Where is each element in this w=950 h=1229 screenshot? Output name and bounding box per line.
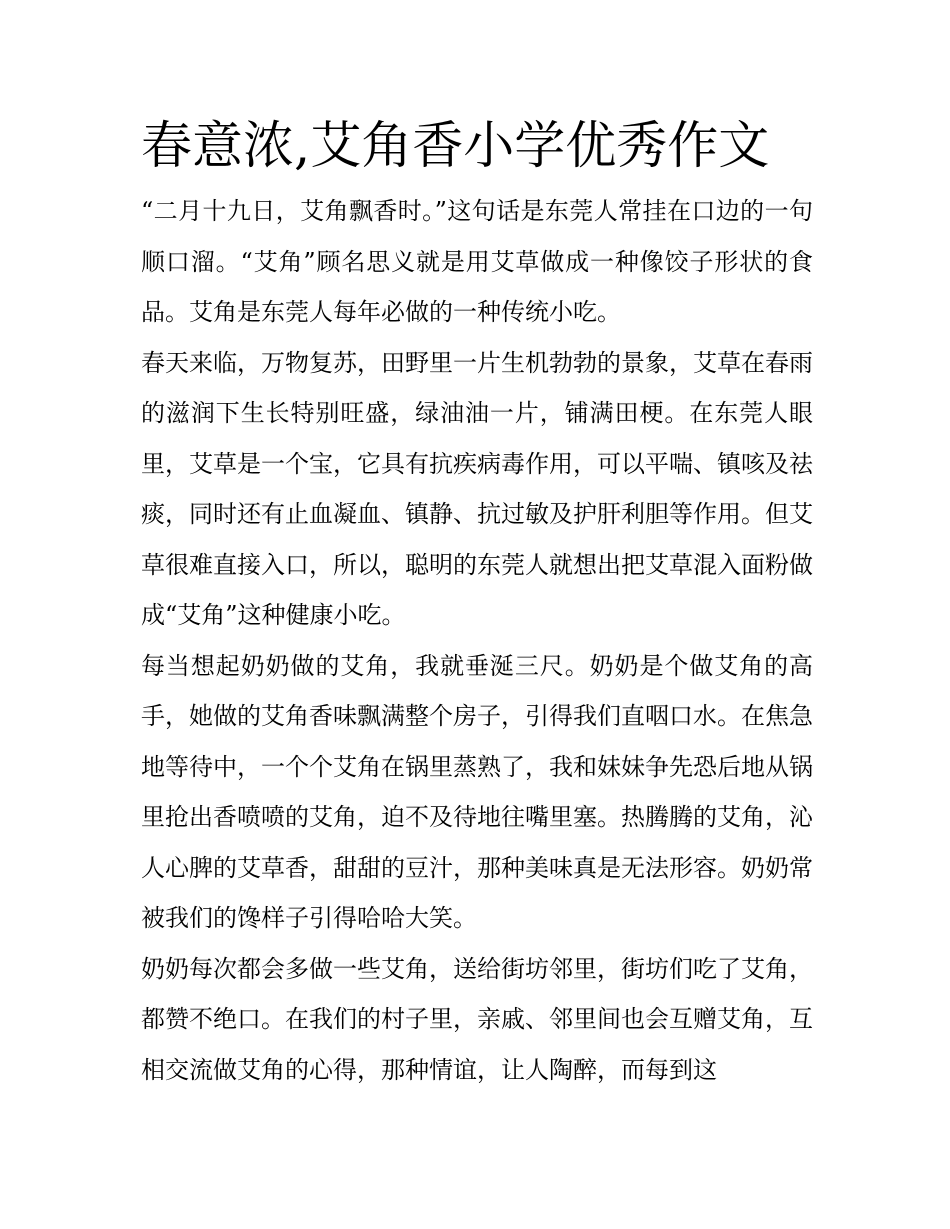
paragraph-3: 每当想起奶奶做的艾角，我就垂涎三尺。奶奶是个做艾角的高手，她做的艾角香味飘满整个房子，引得我们直咽口水。在焦急地等待中，一个个艾角在锅里蒸熟了，我和妹妹争先恐后地从锅里抢出香喷喷的艾角，迫不及待地往嘴里塞。热腾腾的艾角，沁人心脾的艾草香，甜甜的豆汁，那种美味真是无法形容。奶奶常被我们的馋样子引得哈哈大笑。 xyxy=(141,651,813,932)
paragraph-4: 奶奶每次都会多做一些艾角，送给街坊邻里，街坊们吃了艾角，都赞不绝口。在我们的村子里，亲戚、邻里间也会互赠艾角，互相交流做艾角的心得，那种情谊，让人陶醉，而每到这 xyxy=(141,954,813,1084)
paragraph-2: 春天来临，万物复苏，田野里一片生机勃勃的景象，艾草在春雨的滋润下生长特别旺盛，绿油油一片，铺满田梗。在东莞人眼里，艾草是一个宝，它具有抗疾病毒作用，可以平喘、镇咳及祛痰，同时还有止血凝血、镇静、抗过敏及护肝利胆等作用。但艾草很难直接入口，所以，聪明的东莞人就想出把艾草混入面粉做成“艾角”这种健康小吃。 xyxy=(141,348,813,629)
paragraph-1: “二月十九日，艾角飘香时。”这句话是东莞人常挂在口边的一句顺口溜。“艾角”顾名思义就是用艾草做成一种像饺子形状的食品。艾角是东莞人每年必做的一种传统小吃。 xyxy=(141,197,813,326)
document-title: 春意浓,艾角香小学优秀作文 xyxy=(141,117,770,176)
document-page xyxy=(141,112,813,1095)
